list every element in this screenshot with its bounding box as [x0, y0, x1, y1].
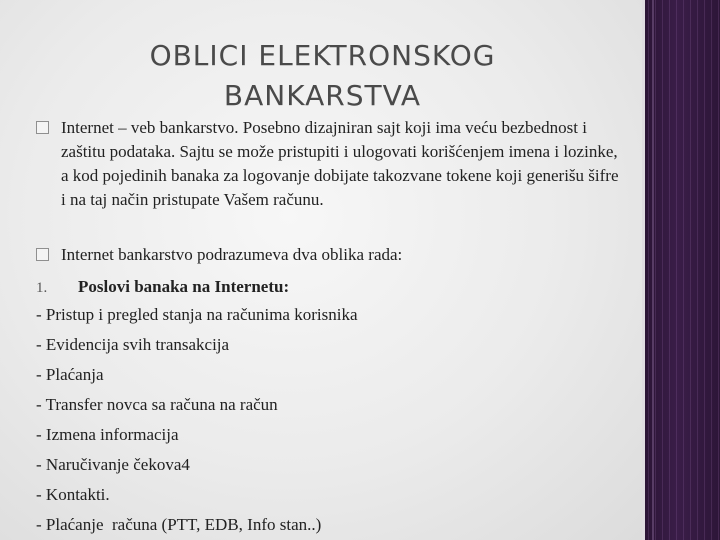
- decorative-sidebar: [642, 0, 720, 540]
- bullet-text: Internet bankarstvo podrazumeva dva oblika rada:: [61, 245, 403, 264]
- numbered-item-label: Poslovi banaka na Internetu:: [78, 277, 290, 296]
- sidebar-glow-line: [652, 0, 654, 540]
- bullet-text: Internet – veb bankarstvo. Posebno dizajniran sajt koji ima veću bezbednost i zaštitu podataka. Sajtu se može pristupiti i ulogovati korišćenjem imena i lozinke, a kod pojedinih banaka za logovanje dobijate takozvane tokene koji generišu šifre i na taj način pristupate Vašem računu.: [61, 118, 619, 209]
- sidebar-edge-line: [642, 0, 645, 540]
- checkbox-square-icon: [36, 121, 49, 134]
- bullet-item: [36, 116, 636, 212]
- list-line: - Naručivanje čekova4: [36, 455, 190, 474]
- list-line: - Plaćanja: [36, 365, 104, 384]
- list-line: - Izmena informacija: [36, 425, 179, 444]
- list-line: - Pristup i pregled stanja na računima korisnika: [36, 305, 358, 324]
- checkbox-square-icon: [36, 248, 49, 261]
- list-line: - Transfer novca sa računa na račun: [36, 395, 278, 414]
- slide-title: OBLICI ELEKTRONSKOG BANKARSTVA: [149, 39, 496, 112]
- list-line: - Kontakti.: [36, 485, 110, 504]
- numbered-item: [36, 275, 289, 300]
- list-number: 1.: [36, 280, 48, 296]
- list-line: - Plaćanje računa (PTT, EDB, Info stan..): [36, 515, 322, 534]
- bullet-item: [36, 243, 636, 267]
- list-line: - Evidencija svih transakcija: [36, 335, 230, 354]
